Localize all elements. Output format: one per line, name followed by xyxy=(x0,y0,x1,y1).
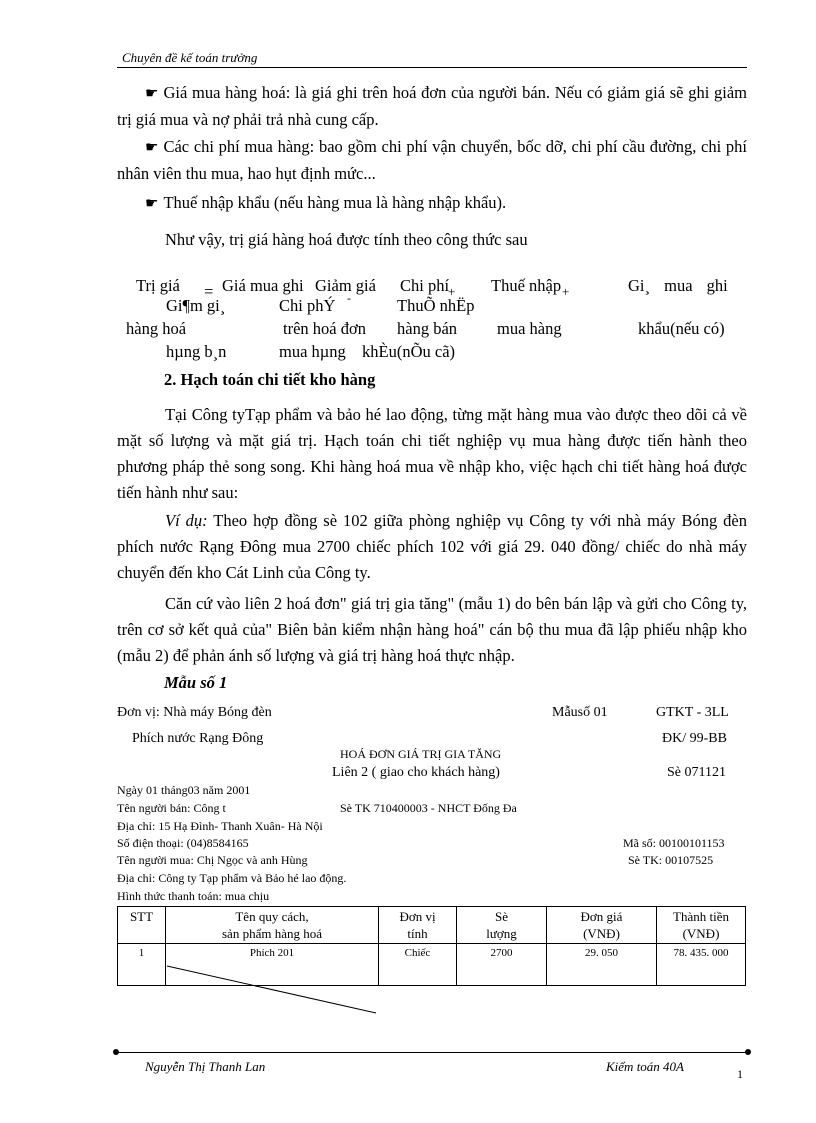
cell-unit-price: 29. 050 xyxy=(547,944,657,986)
section-paragraph-3: Căn cứ vào liên 2 hoá đơn" giá trị gia tăng" (mẫu 1) do bên bán lập và gửi cho Công ty, trên cơ sở kết quả của" Biên bản kiểm nhận hàng hoá" cán bộ thu mua đã lập phiếu nhập kho (mẫu 2) để phản ánh số lượng và giá trị hàng hoá thực nhập. xyxy=(117,594,747,665)
gtkt-code: GTKT - 3LL xyxy=(656,705,729,720)
formula-term-garbled: mua hµng xyxy=(279,342,346,361)
footer-dot-right xyxy=(745,1049,751,1055)
formula-term-garbled: hµng b¸n xyxy=(166,342,227,361)
buyer-account: Sè TK: 00107525 xyxy=(628,853,714,867)
formula-term-garbled: Chi phÝ xyxy=(279,296,336,315)
formula-operator: = xyxy=(204,282,214,301)
bullet-purchase-costs: ☛ Các chi phí mua hàng: bao gồm chi phí vận chuyển, bốc dỡ, chi phí cầu đường, chi phí nhân viên thu mua, hao hụt định mức... xyxy=(117,134,747,187)
formula-term: mua hàng xyxy=(497,319,562,338)
form-number: Mẫusố 01 xyxy=(552,705,608,720)
bullet-purchase-price: ☛ Giá mua hàng hoá: là giá ghi trên hoá đơn của người bán. Nếu có giảm giá sẽ ghi giảm trị giá mua và nợ phải trả nhà cung cấp. xyxy=(117,80,747,133)
header-stt: STT xyxy=(118,907,166,944)
formula-operator: + xyxy=(448,284,456,299)
cell-unit: Chiếc xyxy=(379,944,457,986)
invoice-serial: Sè 071121 xyxy=(667,765,726,780)
formula-term: trên hoá đơn xyxy=(283,319,366,338)
formula-term: Trị giá xyxy=(136,276,180,295)
seller-account: Sè TK 710400003 - NHCT Đống Đa xyxy=(340,801,517,815)
formula-operator: - xyxy=(347,291,351,305)
seller-name: Tên người bán: Công t xyxy=(117,801,226,815)
cell-product: Phích 201 xyxy=(166,944,379,986)
form-label: Mẫu số 1 xyxy=(164,673,228,692)
example-text: Theo hợp đồng sè 102 giữa phòng nghiệp vụ Công ty với nhà máy Bóng đèn phích nước Rạng Đông mua 2700 chiếc phích 102 với giá 29. 040 đồng/ chiếc do nhà máy chuyển đến kho Cát Linh của Công ty. xyxy=(117,511,747,582)
page-header-title: Chuyên đề kế toán trưởng xyxy=(122,50,258,65)
formula-term: Gi¸ mua ghi xyxy=(628,276,728,295)
formula-term: Thuế nhập xyxy=(491,276,562,295)
formula-term: hàng hoá xyxy=(126,319,187,338)
formula-term-garbled: Gi¶m gi¸ xyxy=(166,296,226,315)
formula-term: Chi phí xyxy=(400,276,450,295)
formula-term: Giảm giá xyxy=(315,276,376,295)
tax-code: Mã số: 00100101153 xyxy=(623,836,725,850)
intro-text: Như vậy, trị giá hàng hoá được tính theo công thức sau xyxy=(165,230,528,249)
invoice-title: HOÁ ĐƠN GIÁ TRỊ GIA TĂNG xyxy=(340,747,502,761)
formula-term: hàng bán xyxy=(397,319,458,338)
section-heading: 2. Hạch toán chi tiết kho hàng xyxy=(164,370,376,389)
cell-quantity: 2700 xyxy=(457,944,547,986)
header-product: Tên quy cách, sản phẩm hàng hoá xyxy=(166,907,379,944)
header-unit-price: Đơn giá (VNĐ) xyxy=(547,907,657,944)
formula-term-garbled: khÈu(nÕu cã) xyxy=(362,342,456,361)
footer-author: Nguyễn Thị Thanh Lan xyxy=(145,1059,266,1074)
formula-term-garbled: ThuÕ nhËp xyxy=(397,296,475,315)
unit-line-1: Đơn vị: Nhà máy Bóng đèn xyxy=(117,705,272,720)
seller-address: Địa chỉ: 15 Hạ Đình- Thanh Xuân- Hà Nội xyxy=(117,819,323,833)
formula-operator: + xyxy=(562,284,570,299)
payment-method: Hình thức thanh toán: mua chịu xyxy=(117,889,270,903)
formula-term: Giá mua ghi xyxy=(222,276,304,295)
buyer-name: Tên người mua: Chị Ngọc và anh Hùng xyxy=(117,853,308,867)
footer-rule xyxy=(117,1052,749,1053)
cell-amount: 78. 435. 000 xyxy=(657,944,746,986)
seller-phone: Số điện thoại: (04)8584165 xyxy=(117,836,249,850)
bullet-import-tax: ☛ Thuế nhập khẩu (nếu hàng mua là hàng nhập khẩu). xyxy=(117,190,747,217)
header-amount: Thành tiền (VNĐ) xyxy=(657,907,746,944)
footer-class: Kiểm toán 40A xyxy=(606,1059,684,1074)
header-quantity: Sè lượng xyxy=(457,907,547,944)
header-unit: Đơn vị tính xyxy=(379,907,457,944)
unit-line-2: Phích nước Rạng Đông xyxy=(132,731,264,746)
buyer-address: Địa chỉ: Công ty Tạp phẩm và Bảo hé lao động. xyxy=(117,871,347,885)
section-paragraph-1: Tại Công tyTạp phẩm và bảo hé lao động, từng mặt hàng mua vào được theo dõi cả về mặt số lượng và mặt giá trị. Hạch toán chi tiết nghiệp vụ mua hàng được tiến hành theo phương pháp thẻ song song. Khi hàng hoá mua về nhập kho, việc hạch chi tiết hàng hoá được tiến hành như sau: xyxy=(117,405,747,502)
formula-term: khẩu(nếu có) xyxy=(638,319,725,338)
invoice-copy: Liên 2 ( giao cho khách hàng) xyxy=(332,765,500,780)
example-label: Ví dụ: xyxy=(165,511,208,530)
invoice-date: Ngày 01 tháng03 năm 2001 xyxy=(117,783,251,797)
cell-stt: 1 xyxy=(118,944,166,986)
dk-code: ĐK/ 99-BB xyxy=(662,731,727,746)
page-number: 1 xyxy=(737,1067,743,1081)
